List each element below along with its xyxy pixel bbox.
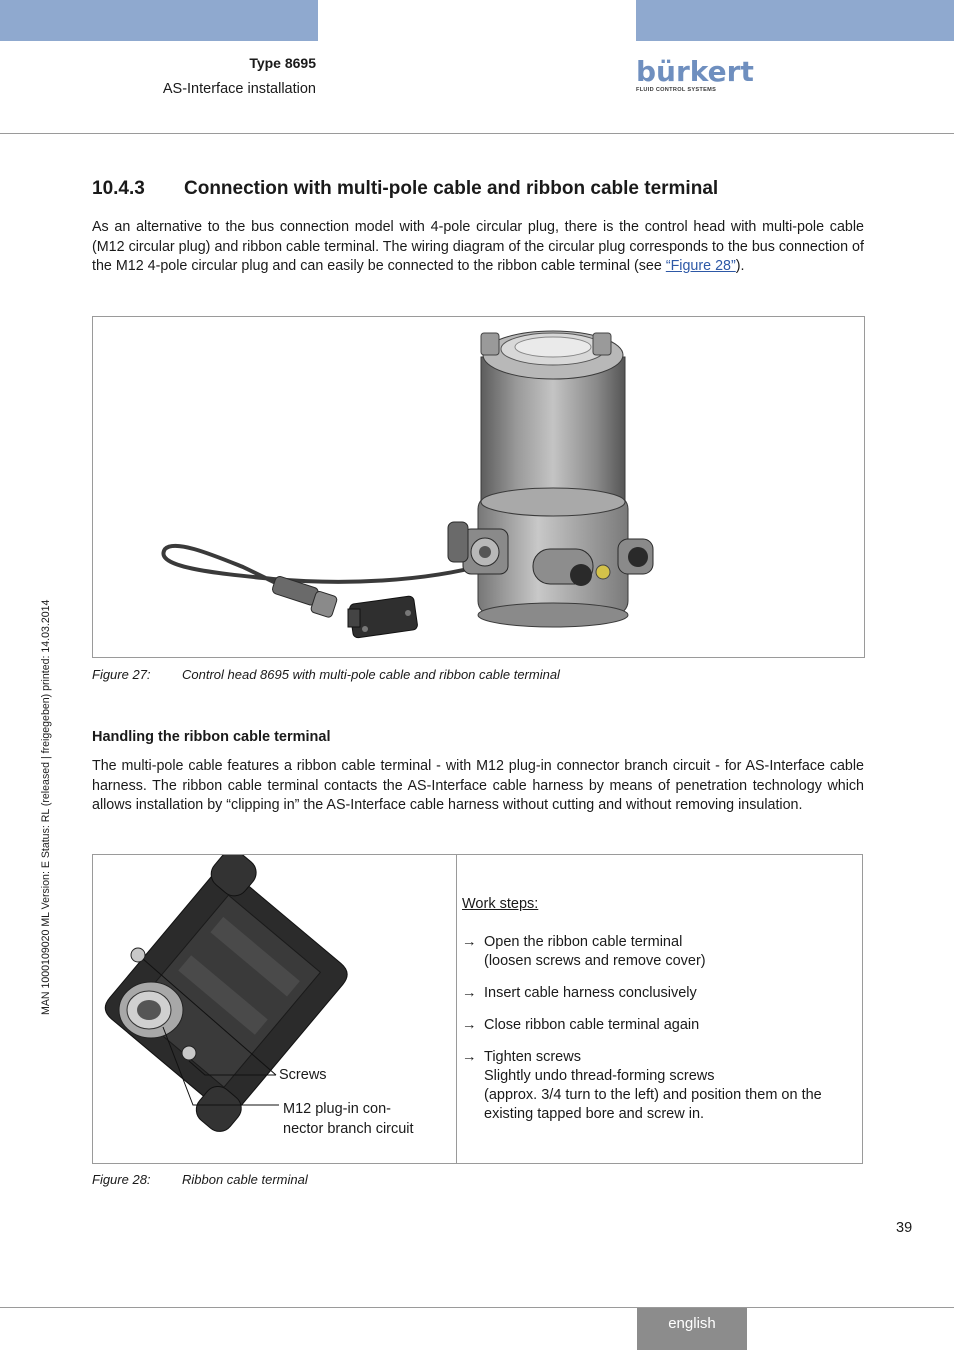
figure-27-label: Figure 27: bbox=[92, 667, 151, 682]
header-divider bbox=[0, 133, 954, 134]
m12-connector bbox=[119, 982, 183, 1038]
screw-icon bbox=[131, 948, 145, 962]
screw-icon bbox=[182, 1046, 196, 1060]
logo-tagline: FLUID CONTROL SYSTEMS bbox=[636, 87, 717, 93]
arrow-right-icon: → bbox=[462, 985, 477, 1001]
cable-gland bbox=[463, 529, 508, 574]
section-title: Connection with multi-pole cable and ribbon cable terminal bbox=[184, 178, 719, 199]
work-steps-title: Work steps: bbox=[462, 896, 539, 912]
work-steps bbox=[462, 895, 857, 1137]
document-type: Type 8695 bbox=[249, 55, 316, 71]
page-number: 39 bbox=[896, 1220, 913, 1236]
arrow-right-icon: → bbox=[462, 1017, 477, 1033]
language-tab: english bbox=[637, 1308, 747, 1350]
figure-27-caption bbox=[92, 667, 560, 682]
figure-28-caption bbox=[92, 1172, 308, 1187]
header-band-right bbox=[636, 0, 954, 41]
document-section: AS-Interface installation bbox=[162, 81, 316, 97]
control-head-illustration bbox=[93, 317, 864, 657]
work-step: → Close ribbon cable terminal again bbox=[462, 1017, 700, 1033]
figure-28-text: Ribbon cable terminal bbox=[182, 1172, 308, 1187]
figure-28-label: Figure 28: bbox=[92, 1172, 151, 1187]
work-step: → Open the ribbon cable terminal (loosen screws and remove cover) bbox=[462, 934, 706, 969]
figure-27-text: Control head 8695 with multi-pole cable and ribbon cable terminal bbox=[182, 667, 560, 682]
section-heading bbox=[92, 178, 718, 200]
arrow-right-icon: → bbox=[462, 1049, 477, 1065]
figure-28-link[interactable]: “Figure 28” bbox=[665, 258, 736, 274]
arrow-right-icon: → bbox=[462, 934, 477, 950]
figure-28-table bbox=[92, 854, 863, 1164]
figure-27-frame bbox=[92, 316, 865, 658]
handling-heading: Handling the ribbon cable terminal bbox=[92, 729, 331, 745]
work-step: → Insert cable harness conclusively bbox=[462, 985, 697, 1001]
footer-divider bbox=[0, 1307, 954, 1308]
document-status-note: MAN 1000109020 ML Version: E Status: RL (released | freigegeben) printed: 14.03.2014 bbox=[40, 599, 52, 1015]
section-number: 10.4.3 bbox=[92, 178, 145, 199]
logo-wordmark: bürkert bbox=[636, 55, 754, 88]
handling-paragraph: The multi-pole cable features a ribbon cable terminal - with M12 plug-in connector branch circuit - for AS-Interface cable harness. The ribbon cable terminal contacts the AS-Interface cable harness by means of penetration technology which allows installation by “clipping in” the AS-Interface cable harness without cutting and without removing insulation. bbox=[92, 758, 864, 813]
burkert-logo bbox=[636, 55, 754, 96]
screws-label: Screws bbox=[279, 1067, 327, 1083]
header-band-left bbox=[0, 0, 318, 41]
m12-connector-label: M12 plug-in con- nector branch circuit bbox=[283, 1101, 414, 1137]
intro-paragraph: As an alternative to the bus connection model with 4-pole circular plug, there is the control head with multi-pole cable (M12 circular plug) and ribbon cable terminal. The wiring diagram of the circular plug corresponds to the bus connection of the M12 4-pole circular plug and can easily be connected to the ribbon cable terminal (see “Figure 28”). bbox=[92, 219, 864, 274]
table-column-divider bbox=[456, 855, 457, 1163]
ribbon-cable-terminal-small bbox=[348, 596, 418, 639]
multi-pole-cable bbox=[163, 546, 488, 593]
work-step: → Tighten screws Slightly undo thread-forming screws (approx. 3/4 turn to the left) and position them on the existing tapped bore and screw in. bbox=[462, 1049, 822, 1122]
